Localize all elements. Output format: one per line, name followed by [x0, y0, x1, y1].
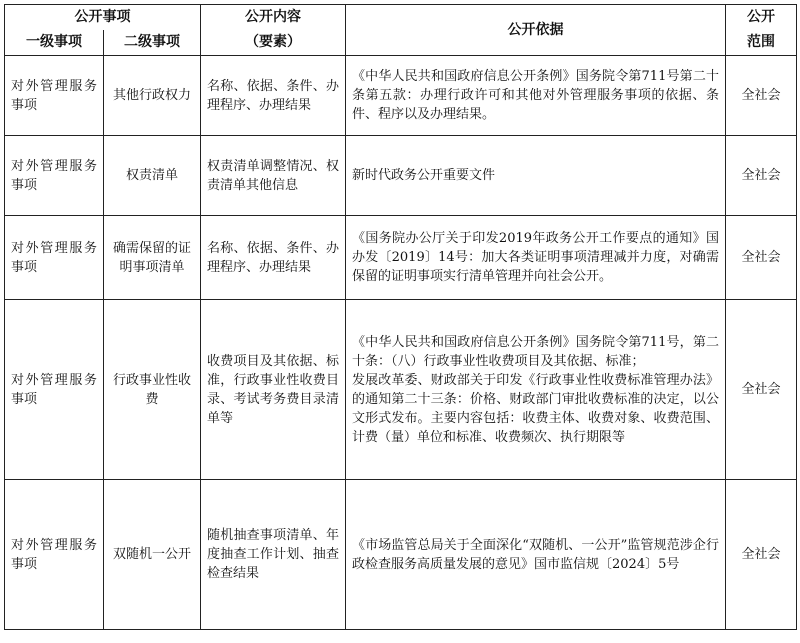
table-row: [5, 300, 797, 480]
header-content: 公开内容: [201, 5, 346, 31]
cell-level1: 对外管理服务事项: [5, 480, 104, 630]
header-level2: 二级事项: [104, 30, 201, 56]
cell-basis: [346, 300, 726, 480]
cell-level2: 双随机一公开: [104, 480, 201, 630]
cell-scope: 全社会: [726, 136, 797, 216]
cell-content: 收费项目及其依据、标准，行政事业性收费目录、考试考务费目录清单等: [201, 300, 346, 480]
cell-level2: 权责清单: [104, 136, 201, 216]
cell-basis: [346, 136, 726, 216]
cell-level2: 行政事业性收费: [104, 300, 201, 480]
cell-scope: 全社会: [726, 480, 797, 630]
cell-level2: 其他行政权力: [104, 56, 201, 136]
cell-content: 权责清单调整情况、权责清单其他信息: [201, 136, 346, 216]
basis-paragraph: 新时代政务公开重要文件: [352, 168, 496, 183]
cell-content: 名称、依据、条件、办理程序、办理结果: [201, 56, 346, 136]
cell-content: 随机抽查事项清单、年度抽查工作计划、抽查检查结果: [201, 480, 346, 630]
cell-level1: 对外管理服务事项: [5, 216, 104, 300]
header-basis: 公开依据: [346, 5, 726, 56]
cell-scope: 全社会: [726, 216, 797, 300]
header-content-sub: （要素）: [201, 30, 346, 56]
cell-scope: 全社会: [726, 56, 797, 136]
disclosure-table: [4, 4, 797, 630]
cell-content: 名称、依据、条件、办理程序、办理结果: [201, 216, 346, 300]
cell-basis: [346, 56, 726, 136]
basis-paragraph: 《市场监管总局关于全面深化“双随机、一公开”监管规范涉企行政检查服务高质量发展的意见》国市监信规〔2024〕5号: [352, 537, 719, 572]
cell-level2: 确需保留的证明事项清单: [104, 216, 201, 300]
table-row: [5, 480, 797, 630]
basis-paragraph: 《中华人民共和国政府信息公开条例》国务院令第711号第二十条第五款：办理行政许可和其他对外管理服务事项的依据、条件、程序以及办理结果。: [352, 69, 719, 122]
cell-level1: 对外管理服务事项: [5, 56, 104, 136]
table-row: [5, 216, 797, 300]
basis-paragraph: 《国务院办公厅关于印发2019年政务公开工作要点的通知》国办发〔2019〕14号：加大各类证明事项清理减并力度，对确需保留的证明事项实行清单管理并向社会公开。: [352, 231, 719, 284]
table-row: [5, 56, 797, 136]
header-scope-line1: 公开: [726, 5, 797, 31]
cell-scope: 全社会: [726, 300, 797, 480]
cell-basis: [346, 480, 726, 630]
cell-basis: [346, 216, 726, 300]
cell-level1: 对外管理服务事项: [5, 136, 104, 216]
header-level1: 一级事项: [5, 30, 104, 56]
header-item-group: 公开事项: [5, 5, 201, 31]
cell-level1: 对外管理服务事项: [5, 300, 104, 480]
basis-paragraph: 《中华人民共和国政府信息公开条例》国务院令第711号，第二十条：（八）行政事业性收费项目及其依据、标准；: [352, 334, 719, 369]
table-row: [5, 136, 797, 216]
header-scope-line2: 范围: [726, 30, 797, 56]
basis-paragraph: 发展改革委、财政部关于印发《行政事业性收费标准管理办法》的通知第二十三条：价格、财政部门审批收费标准的决定，以公文形式发布。主要内容包括：收费主体、收费对象、收费范围、计费（量）单位和标准、收费频次、执行期限等: [352, 372, 719, 445]
